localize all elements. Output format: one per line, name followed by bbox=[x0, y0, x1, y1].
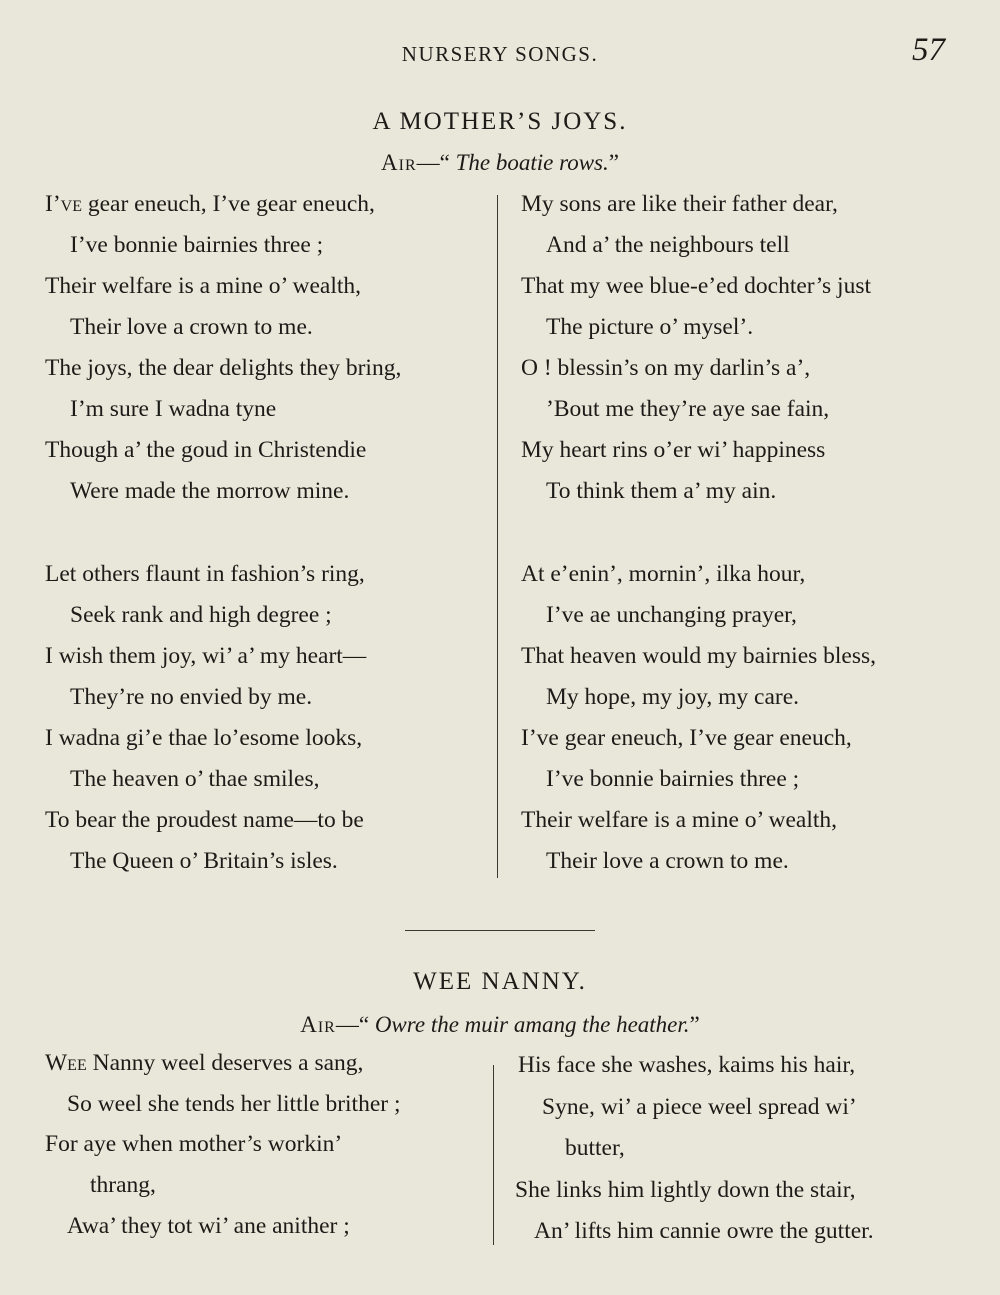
song2-air bbox=[0, 1012, 1000, 1038]
song1-right-line: That heaven would my bairnies bless, bbox=[521, 643, 877, 669]
song2-air-label: Air bbox=[300, 1012, 336, 1037]
song1-right-line: I’ve gear eneuch, I’ve gear eneuch, bbox=[521, 725, 852, 751]
song1-left-line: Their welfare is a mine o’ wealth, bbox=[45, 273, 362, 299]
song1-left-line bbox=[45, 193, 375, 217]
song2-air-tune: Owre the muir amang the heather. bbox=[374, 1012, 690, 1037]
song1-left-line: The joys, the dear delights they bring, bbox=[45, 355, 402, 381]
song2-left-first-word: Wee bbox=[45, 1050, 87, 1076]
song1-right-line: The picture o’ mysel’. bbox=[546, 314, 754, 340]
song1-air-label: Air bbox=[381, 150, 417, 175]
song2-column-rule bbox=[493, 1065, 494, 1245]
song1-left-line: Let others flaunt in fashion’s ring, bbox=[45, 561, 365, 587]
song1-left-line: I’ve bonnie bairnies three ; bbox=[70, 232, 324, 258]
song1-right-line: Their welfare is a mine o’ wealth, bbox=[521, 807, 838, 833]
song1-column-rule bbox=[497, 195, 498, 878]
song1-air-tune: The boatie rows. bbox=[455, 150, 609, 175]
song2-right-line: Syne, wi’ a piece weel spread wi’ bbox=[542, 1094, 857, 1120]
song1-left-line-text: gear eneuch, I’ve gear eneuch, bbox=[87, 191, 375, 217]
song1-left-line: I’m sure I wadna tyne bbox=[70, 396, 277, 422]
song2-right-line: butter, bbox=[565, 1135, 625, 1161]
song2-left-line-text: Nanny weel deserves a sang, bbox=[92, 1050, 364, 1076]
song1-left-line: Seek rank and high degree ; bbox=[70, 602, 332, 628]
song2-left-line: So weel she tends her little brither ; bbox=[67, 1091, 401, 1117]
song2-right-line: An’ lifts him cannie owre the gutter. bbox=[534, 1218, 874, 1244]
song1-right-line: At e’enin’, mornin’, ilka hour, bbox=[521, 561, 806, 587]
song1-left-line: Were made the morrow mine. bbox=[70, 478, 350, 504]
song1-title: A MOTHER’S JOYS. bbox=[372, 108, 628, 135]
song1-right-line: My sons are like their father dear, bbox=[521, 191, 838, 217]
song1-right-line: My heart rins o’er wi’ happiness bbox=[521, 437, 826, 463]
song1-right-line: ’Bout me they’re aye sae fain, bbox=[546, 396, 830, 422]
song2-left-line: Awa’ they tot wi’ ane anither ; bbox=[67, 1213, 350, 1239]
song2-title: WEE NANNY. bbox=[413, 968, 587, 995]
song1-left-line: Though a’ the goud in Christendie bbox=[45, 437, 367, 463]
song2-air-close: ” bbox=[689, 1012, 700, 1037]
page-number: 57 bbox=[912, 32, 945, 68]
song1-right-line: That my wee blue-e’ed dochter’s just bbox=[521, 273, 871, 299]
song1-right-line: O ! blessin’s on my darlin’s a’, bbox=[521, 355, 811, 381]
section-divider bbox=[405, 930, 595, 931]
song1-right-line: My hope, my joy, my care. bbox=[546, 684, 800, 710]
song1-right-line: To think them a’ my ain. bbox=[546, 478, 777, 504]
song2-right-line: She links him lightly down the stair, bbox=[515, 1177, 856, 1203]
song2-air-dash: —“ bbox=[335, 1012, 375, 1037]
song1-air-close: ” bbox=[608, 150, 619, 175]
song1-left-line: Their love a crown to me. bbox=[70, 314, 313, 340]
song1-right-line: And a’ the neighbours tell bbox=[546, 232, 790, 258]
song1-right-line: I’ve bonnie bairnies three ; bbox=[546, 766, 800, 792]
song1-left-line: To bear the proudest name—to be bbox=[45, 807, 364, 833]
song2-left-line: thrang, bbox=[90, 1172, 156, 1198]
song2-right-line: His face she washes, kaims his hair, bbox=[518, 1052, 856, 1078]
song1-left-first-word: I’ve bbox=[45, 191, 82, 217]
song2-left-line: For aye when mother’s workin’ bbox=[45, 1131, 343, 1157]
song1-air-dash: —“ bbox=[416, 150, 456, 175]
song1-right-line: I’ve ae unchanging prayer, bbox=[546, 602, 797, 628]
song1-air bbox=[0, 150, 1000, 176]
song1-left-line: I wadna gi’e thae lo’esome looks, bbox=[45, 725, 363, 751]
song1-left-line: The heaven o’ thae smiles, bbox=[70, 766, 320, 792]
song1-left-line: The Queen o’ Britain’s isles. bbox=[70, 848, 338, 874]
song1-right-line: Their love a crown to me. bbox=[546, 848, 789, 874]
song2-left-line bbox=[45, 1052, 363, 1076]
song1-left-line: I wish them joy, wi’ a’ my heart— bbox=[45, 643, 367, 669]
song1-left-line: They’re no envied by me. bbox=[70, 684, 313, 710]
running-head: NURSERY SONGS. bbox=[401, 42, 599, 66]
